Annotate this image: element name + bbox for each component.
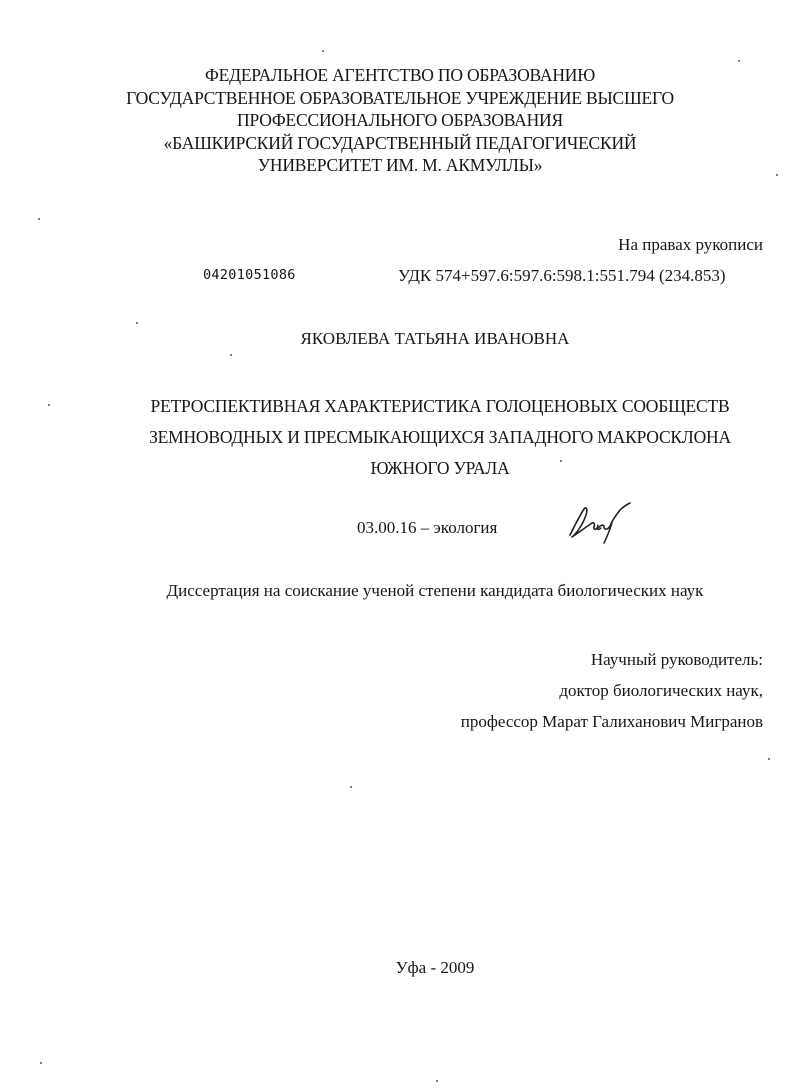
dissertation-title — [60, 391, 797, 484]
scan-speck — [768, 758, 770, 760]
scan-speck — [776, 174, 778, 176]
scan-speck — [350, 786, 352, 788]
inventory-number: 04201051086 — [203, 267, 296, 283]
manuscript-rights-note: На правах рукописи — [618, 235, 763, 254]
specialty-code: 03.00.16 – экология — [357, 518, 498, 537]
scan-speck — [322, 50, 324, 52]
header-line-4: «БАШКИРСКИЙ ГОСУДАРСТВЕННЫЙ ПЕДАГОГИЧЕСКИЙ — [163, 132, 637, 153]
header-line-1: ФЕДЕРАЛЬНОЕ АГЕНТСТВО ПО ОБРАЗОВАНИЮ — [204, 65, 596, 85]
scan-speck — [136, 322, 138, 324]
handwritten-signature-icon — [564, 497, 634, 547]
scan-speck — [436, 1080, 438, 1082]
header-line-5: УНИВЕРСИТЕТ ИМ. М. АКМУЛЛЫ» — [257, 155, 543, 175]
degree-statement: Диссертация на соискание ученой степени кандидата биологических наук — [166, 581, 704, 600]
scan-speck — [738, 60, 740, 62]
title-line-2: ЗЕМНОВОДНЫХ И ПРЕСМЫКАЮЩИХСЯ ЗАПАДНОГО МАКРОСКЛОНА — [149, 427, 731, 447]
scan-speck — [48, 404, 50, 406]
supervisor-block — [461, 644, 763, 737]
city-year: Уфа - 2009 — [395, 958, 475, 977]
scan-speck — [230, 354, 232, 356]
institution-header — [60, 64, 740, 177]
supervisor-label: Научный руководитель: — [590, 650, 763, 669]
author-name: ЯКОВЛЕВА ТАТЬЯНА ИВАНОВНА — [300, 329, 570, 348]
scan-speck — [560, 460, 562, 462]
header-line-2: ГОСУДАРСТВЕННОЕ ОБРАЗОВАТЕЛЬНОЕ УЧРЕЖДЕНИЕ ВЫСШЕГО — [126, 87, 674, 108]
title-line-3: ЮЖНОГО УРАЛА — [370, 458, 510, 478]
udk-code: УДК 574+597.6:597.6:598.1:551.794 (234.853) — [398, 266, 726, 285]
supervisor-name: профессор Марат Галиханович Мигранов — [460, 712, 763, 731]
scan-speck — [40, 1062, 42, 1064]
scan-speck — [38, 218, 40, 220]
header-line-3: ПРОФЕССИОНАЛЬНОГО ОБРАЗОВАНИЯ — [237, 110, 563, 130]
supervisor-degree: доктор биологических наук, — [559, 681, 763, 700]
title-line-1: РЕТРОСПЕКТИВНАЯ ХАРАКТЕРИСТИКА ГОЛОЦЕНОВЫХ СООБЩЕСТВ — [150, 396, 730, 416]
